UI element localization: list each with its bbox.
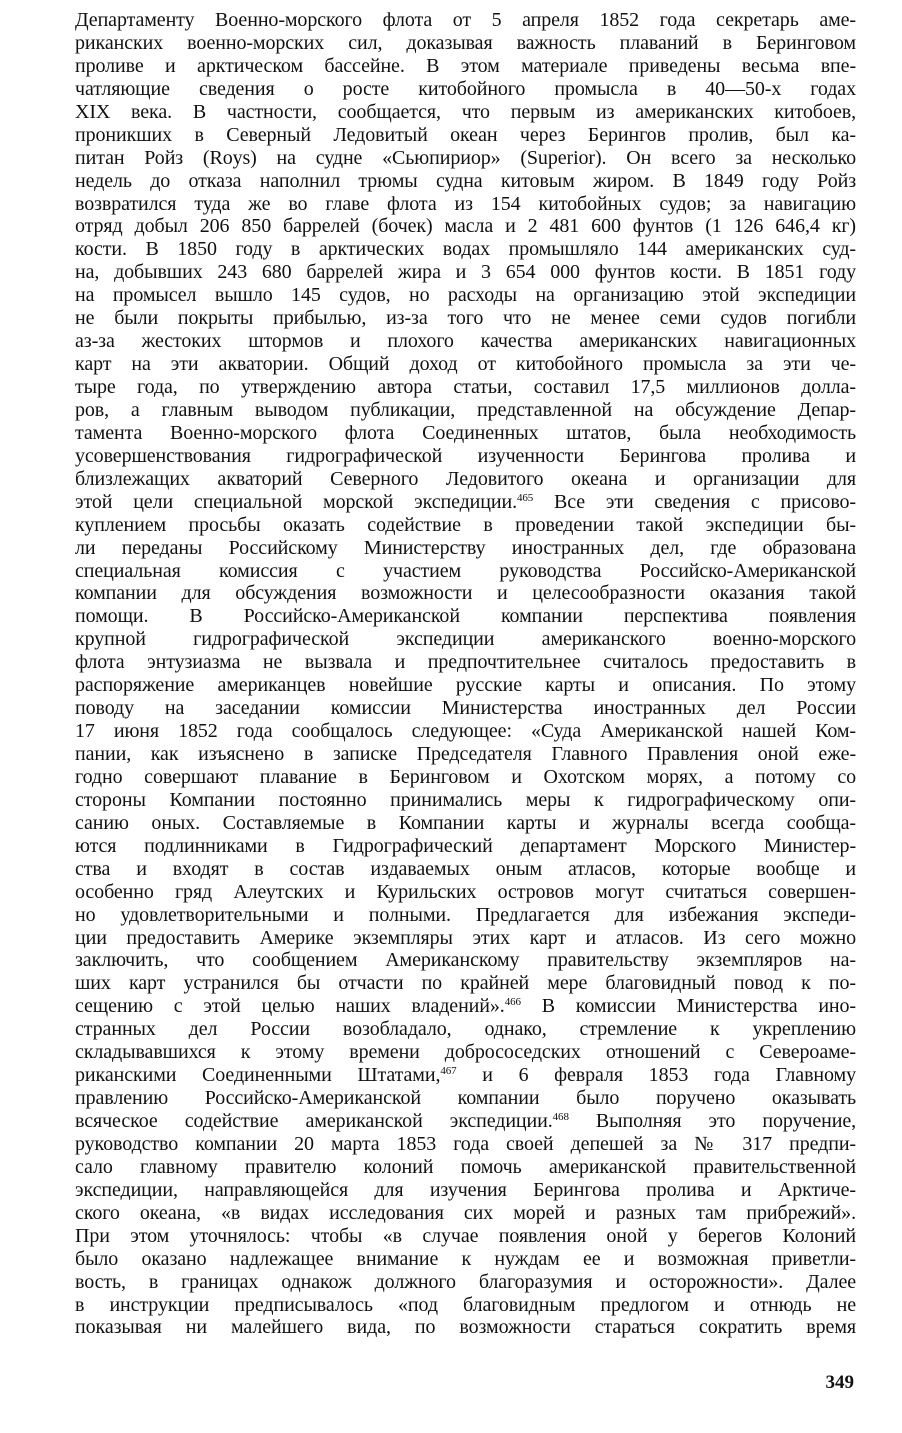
text-line: Департаменту Военно-морского флота от 5 апреля 1852 года секретарь аме-: [75, 9, 856, 31]
text-line: чатляющие сведения о росте китобойного промысла в 40—50-х годах: [75, 77, 856, 100]
text-line: заключить, что сообщением Американскому правительству экземпляров на-: [75, 949, 856, 972]
text-segment: всяческое содействие американской экспедиции.: [75, 1110, 553, 1132]
text-line: было оказано надлежащее внимание к нуждам ее и возможная приветли-: [75, 1247, 856, 1270]
text-line: [75, 995, 856, 1018]
text-line: тыре года, по утверждению автора статьи, составил 17,5 миллионов долла-: [75, 376, 856, 398]
text-line: куплением просьбы оказать содействие в проведении такой экспедиции бы-: [75, 513, 856, 536]
text-line: правлению Российско-Американской компании было поручено оказывать: [75, 1087, 856, 1110]
text-segment: и 6 февраля 1853 года Главному: [456, 1064, 856, 1087]
text-segment: сещению с этой целью наших владений».: [75, 995, 505, 1018]
text-line: экспедиции, направляющейся для изучения Берингова пролива и Арктиче-: [75, 1178, 856, 1201]
text-line: При этом уточнялось: чтобы «в случае появления оной у берегов Колоний: [75, 1224, 856, 1247]
text-line: пании, как изъяснено в записке Председателя Главного Правления оной еже-: [75, 743, 856, 765]
text-line: ров, а главным выводом публикации, представленной на обсуждение Депар-: [75, 398, 856, 421]
text-line: кости. В 1850 году в арктических водах промышляло 144 американских суд-: [75, 238, 856, 261]
text-line: компании для обсуждения возможности и целесообразности оказания такой: [75, 582, 856, 605]
text-line: ции предоставить Америке экземпляры этих карт и атласов. Из сего можно: [75, 926, 856, 949]
text-line: помощи. В Российско-Американской компании перспектива появления: [75, 605, 856, 628]
text-line: близлежащих акваторий Северного Ледовитого океана и организации для: [75, 467, 856, 490]
text-line: [75, 1064, 856, 1087]
text-line: стороны Компании постоянно принимались меры к гидрографическому опи-: [75, 788, 856, 811]
text-line: складывавшихся к этому времени добрососедских отношений с Североаме-: [75, 1041, 856, 1064]
text-line: на промысел вышло 145 судов, но расходы на организацию этой экспедиции: [75, 284, 856, 307]
text-line: руководство компании 20 марта 1853 года своей депешей за № 317 предпи-: [75, 1132, 856, 1155]
text-line: [75, 491, 856, 514]
text-line: вость, в границах однакож должного благоразумия и осторожности». Далее: [75, 1270, 856, 1293]
text-line: сало главному правителю колоний помочь американской правительственной: [75, 1155, 856, 1178]
text-line: отряд добыл 206 850 баррелей (бочек) масла и 2 481 600 фунтов (1 126 646,4 кг): [75, 215, 856, 238]
text-line: странных дел России возобладало, однако, стремление к укреплению: [75, 1018, 856, 1041]
text-line: распоряжение американцев новейшие русские карты и описания. По этому: [75, 674, 856, 697]
text-line: ства и входят в состав издаваемых оным атласов, которые вообще и: [75, 857, 856, 880]
text-line: усовершенствования гидрографической изученности Берингова пролива и: [75, 444, 856, 467]
text-line: 17 июня 1852 года сообщалось следующее: «Суда Американской нашей Ком-: [75, 720, 856, 743]
text-line: особенно гряд Алеутских и Курильских островов могут считаться совершен-: [75, 880, 856, 903]
footnote-ref: 468: [552, 1111, 569, 1123]
page-body-text: [75, 9, 856, 1339]
text-segment: риканскими Соединенными Штатами,: [75, 1064, 441, 1087]
text-line: ли переданы Российскому Министерству иностранных дел, где образована: [75, 536, 856, 559]
text-line: но удовлетворительными и полными. Предлагается для избежания экспеди-: [75, 903, 856, 926]
text-line: недель до отказа наполнил трюмы судна китовым жиром. В 1849 году Ройз: [75, 169, 856, 192]
text-line: в инструкции предписывалось «под благовидным предлогом и отнюдь не: [75, 1293, 856, 1316]
text-line: крупной гидрографической экспедиции американского военно-морского: [75, 628, 856, 651]
text-segment: Выполняя это поручение,: [568, 1110, 856, 1132]
text-line: питан Ройз (Roys) на судне «Сьюпириор» (Superior). Он всего за несколько: [75, 146, 856, 169]
text-line: аз-за жестоких штормов и плохого качества американских навигационных: [75, 330, 856, 353]
text-line: годно совершают плавание в Беринговом и Охотском морях, а потому со: [75, 765, 856, 788]
text-line: тамента Военно-морского флота Соединенных штатов, была необходимость: [75, 421, 856, 444]
page-number: 349: [825, 1372, 854, 1393]
text-line: специальная комиссия с участием руководства Российско-Американской: [75, 559, 856, 582]
text-segment: В комиссии Министерства ино-: [520, 995, 856, 1018]
text-segment: Все эти сведения с присово-: [533, 490, 856, 513]
text-line: возвратился туда же во главе флота из 154 китобойных судов; за навигацию: [75, 192, 856, 215]
footnote-ref: 466: [504, 996, 521, 1009]
text-line: ются подлинниками в Гидрографический департамент Морского Министер-: [75, 834, 856, 857]
text-segment: этой цели специальной морской экспедиции.: [75, 490, 517, 513]
text-line: проникших в Северный Ледовитый океан через Берингов пролив, был ка-: [75, 123, 856, 146]
text-line: [75, 1110, 856, 1133]
text-line: не были покрыты прибылью, из-за того что не менее семи судов погибли: [75, 307, 856, 330]
text-line: поводу на заседании комиссии Министерства иностранных дел России: [75, 697, 856, 720]
text-line: показывая ни малейшего вида, по возможности стараться сократить время: [75, 1316, 856, 1339]
text-line: санию оных. Составляемые в Компании карты и журналы всегда сообща-: [75, 811, 856, 834]
text-line: карт на эти акватории. Общий доход от китобойного промысла за эти че-: [75, 353, 856, 376]
text-line: ших карт устранился бы отчасти по крайней мере благовидный повод к по-: [75, 972, 856, 995]
text-line: флота энтузиазма не вызвала и предпочтительнее считалось предоставить в: [75, 651, 856, 674]
footnote-ref: 465: [516, 491, 534, 504]
text-line: проливе и арктическом бассейне. В этом материале приведены весьма впе-: [75, 54, 856, 77]
text-line: на, добывших 243 680 баррелей жира и 3 654 000 фунтов кости. В 1851 году: [75, 261, 856, 284]
text-line: ского океана, «в видах исследования сих морей и разных там прибрежий».: [75, 1201, 856, 1224]
text-line: XIX века. В частности, сообщается, что первым из американских китобоев,: [75, 100, 856, 123]
footnote-ref: 467: [440, 1065, 457, 1078]
text-line: риканских военно-морских сил, доказывая важность плаваний в Беринговом: [75, 31, 856, 54]
